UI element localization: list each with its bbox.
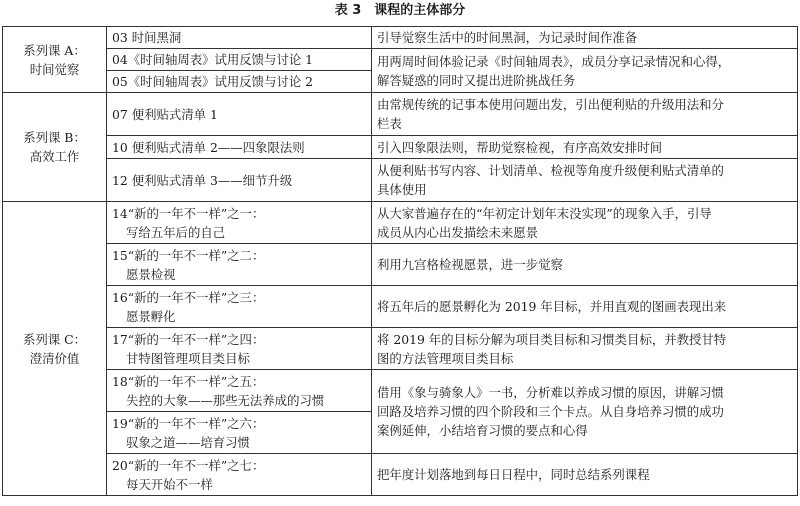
description-cell: 借用《象与骑象人》一书，分析难以养成习惯的原因，讲解习惯 回路及培养习惯的四个阶段和三个卡点。从自身培养习惯的成功 案例延伸，小结培育习惯的要点和心得 [372, 370, 798, 454]
series-label: 系列课 C： [23, 331, 86, 347]
series-label: 时间觉察 [29, 61, 80, 77]
table-row [3, 27, 798, 49]
table-row [3, 136, 798, 159]
table-caption: 表 3 课程的主体部分 [334, 3, 466, 18]
description-cell: 利用九宫格检视愿景，进一步觉察 [372, 244, 798, 286]
lesson-cell: 14“新的一年不一样”之一： 写给五年后的自己 [107, 202, 372, 244]
table-row [3, 370, 798, 412]
description-cell: 从便利贴书写内容、计划清单、检视等角度升级便利贴式清单的 具体使用 [372, 159, 798, 202]
table-row [3, 93, 798, 136]
description-cell: 由常规传统的记事本使用问题出发，引出便利贴的升级用法和分 栏表 [372, 93, 798, 136]
series-c-cell [3, 202, 107, 496]
table-row [3, 286, 798, 328]
series-label: 澄清价值 [29, 350, 80, 366]
series-label: 高效工作 [29, 149, 80, 164]
description-cell: 把年度计划落地到每日日程中，同时总结系列课程 [372, 454, 798, 496]
lesson-cell: 18“新的一年不一样”之五： 失控的大象——那些无法养成的习惯 [107, 370, 372, 412]
table-row [3, 244, 798, 286]
series-a-cell [3, 27, 107, 93]
table-row [3, 159, 798, 202]
table-row [3, 49, 798, 71]
description-cell: 从大家普遍存在的“年初定计划年末没实现”的现象入手，引导 成员从内心出发描绘未来愿景 [372, 202, 798, 244]
table-row [3, 202, 798, 244]
lesson-cell: 05《时间轴周表》试用反馈与讨论 2 [107, 71, 372, 93]
lesson-cell: 17“新的一年不一样”之四： 甘特图管理项目类目标 [107, 328, 372, 370]
series-label: 系列课 B： [23, 130, 86, 145]
lesson-cell: 12 便利贴式清单 3——细节升级 [107, 159, 372, 202]
lesson-cell: 07 便利贴式清单 1 [107, 93, 372, 136]
lesson-cell: 16“新的一年不一样”之三： 愿景孵化 [107, 286, 372, 328]
lesson-cell: 19“新的一年不一样”之六： 驭象之道——培育习惯 [107, 412, 372, 454]
description-cell: 将 2019 年的目标分解为项目类目标和习惯类目标，并教授甘特 图的方法管理项目类目标 [372, 328, 798, 370]
series-label: 系列课 A： [23, 42, 86, 58]
table-row [3, 328, 798, 370]
description-cell: 将五年后的愿景孵化为 2019 年目标，并用直观的图画表现出来 [372, 286, 798, 328]
lesson-cell: 03 时间黑洞 [107, 27, 372, 49]
lesson-cell: 04《时间轴周表》试用反馈与讨论 1 [107, 49, 372, 71]
description-cell: 用两周时间体验记录《时间轴周表》，成员分享记录情况和心得， 解答疑惑的同时又提出进阶挑战任务 [372, 49, 798, 93]
series-b-cell [3, 93, 107, 202]
lesson-cell: 15“新的一年不一样”之二： 愿景检视 [107, 244, 372, 286]
description-cell: 引入四象限法则，帮助觉察检视，有序高效安排时间 [372, 136, 798, 159]
lesson-cell: 20“新的一年不一样”之七： 每天开始不一样 [107, 454, 372, 496]
description-cell: 引导觉察生活中的时间黑洞，为记录时间作准备 [372, 27, 798, 49]
table-row [3, 454, 798, 496]
lesson-cell: 10 便利贴式清单 2——四象限法则 [107, 136, 372, 159]
course-table [2, 26, 798, 496]
